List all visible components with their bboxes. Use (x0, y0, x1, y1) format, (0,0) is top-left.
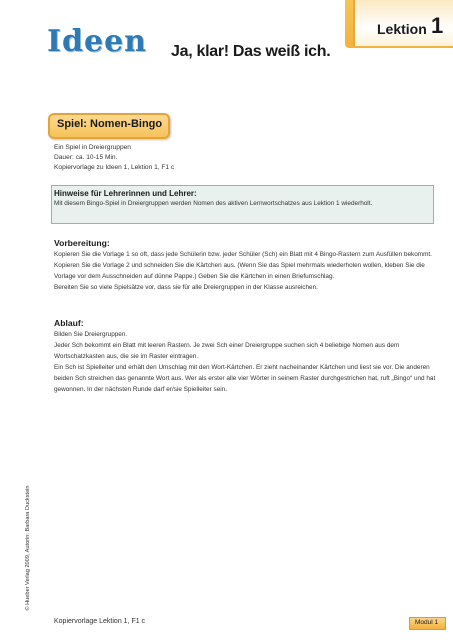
teacher-hint-box (51, 185, 434, 224)
meta-source: Kopiervorlage zu Ideen 1, Lektion 1, F1 c (54, 164, 175, 171)
meta-duration: Dauer: ca. 10-15 Min. (54, 154, 118, 161)
teacher-hint-title: Hinweise für Lehrerinnen und Lehrer: (54, 189, 197, 198)
teacher-hint-text: Mit diesem Bingo-Spiel in Dreiergruppen werden Nomen des aktiven Lernwortschatzes aus Lektion 1 wiederholt. (54, 200, 373, 207)
game-title-badge (48, 113, 170, 139)
modul-badge (409, 617, 446, 630)
preparation-body (54, 249, 438, 293)
procedure-paragraph: Jeder Sch bekommt ein Blatt mit leeren Rastern. Je zwei Sch einer Dreiergruppe suchen sich 4 beliebige Nomen aus dem Wortschatzkasten aus, die sie im Raster eintragen. (54, 342, 400, 360)
lektion-tab-inner (353, 0, 453, 46)
preparation-paragraph: Kopieren Sie die Vorlage 2 und schneiden Sie die Kärtchen aus. (Wenn Sie das Spiel mehrmals wiederholen wollen, kleben Sie die Vorlage vor dem Ausschneiden auf dünne Pappe.) Geben Sie die Kärtchen in einen Briefumschlag. (54, 262, 425, 280)
modul-label: Modul 1 (415, 619, 439, 626)
lektion-label: Lektion (377, 21, 427, 37)
procedure-body (54, 329, 438, 395)
copyright-text: © Hueber Verlag 2009, Autorin: Barbara Duckstein (25, 485, 31, 611)
page-subtitle: Ja, klar! Das weiß ich. (171, 43, 331, 60)
footer-kopiervorlage: Kopiervorlage Lektion 1, F1 c (54, 618, 146, 625)
preparation-heading: Vorbereitung: (54, 238, 110, 248)
preparation-paragraph: Kopieren Sie die Vorlage 1 so oft, dass jede Schülerin bzw. jeder Schüler (Sch) ein Blatt mit 4 Bingo-Rastern zum Ausfüllen bekommt. (54, 251, 432, 258)
lektion-tab (345, 0, 453, 48)
procedure-paragraph: Bilden Sie Dreiergruppen. (54, 331, 128, 338)
copyright-notice (23, 471, 31, 626)
preparation-paragraph: Bereiten Sie so viele Spielsätze vor, dass sie für alle Dreiergruppen in der Klasse ausreichen. (54, 284, 318, 291)
meta-group-size: Ein Spiel in Dreiergruppen (54, 144, 131, 151)
procedure-heading: Ablauf: (54, 318, 84, 328)
game-meta (54, 143, 174, 173)
ideen-logo: Ideen (47, 24, 147, 59)
lektion-number: 1 (431, 13, 444, 38)
game-title: Spiel: Nomen-Bingo (57, 118, 163, 130)
procedure-paragraph: Ein Sch ist Spielleiter und erhält den Umschlag mit den Wort-Kärtchen. Er zieht nacheinander Kärtchen und liest sie vor. Die anderen beiden Sch streichen das genannte Wort aus. Wer als erster alle vier Wörter in seinem Raster durchgestrichen hat, ruft „Bingo“ und hat gewonnen. In der nächsten Runde darf er/sie Spielleiter sein. (54, 364, 436, 393)
